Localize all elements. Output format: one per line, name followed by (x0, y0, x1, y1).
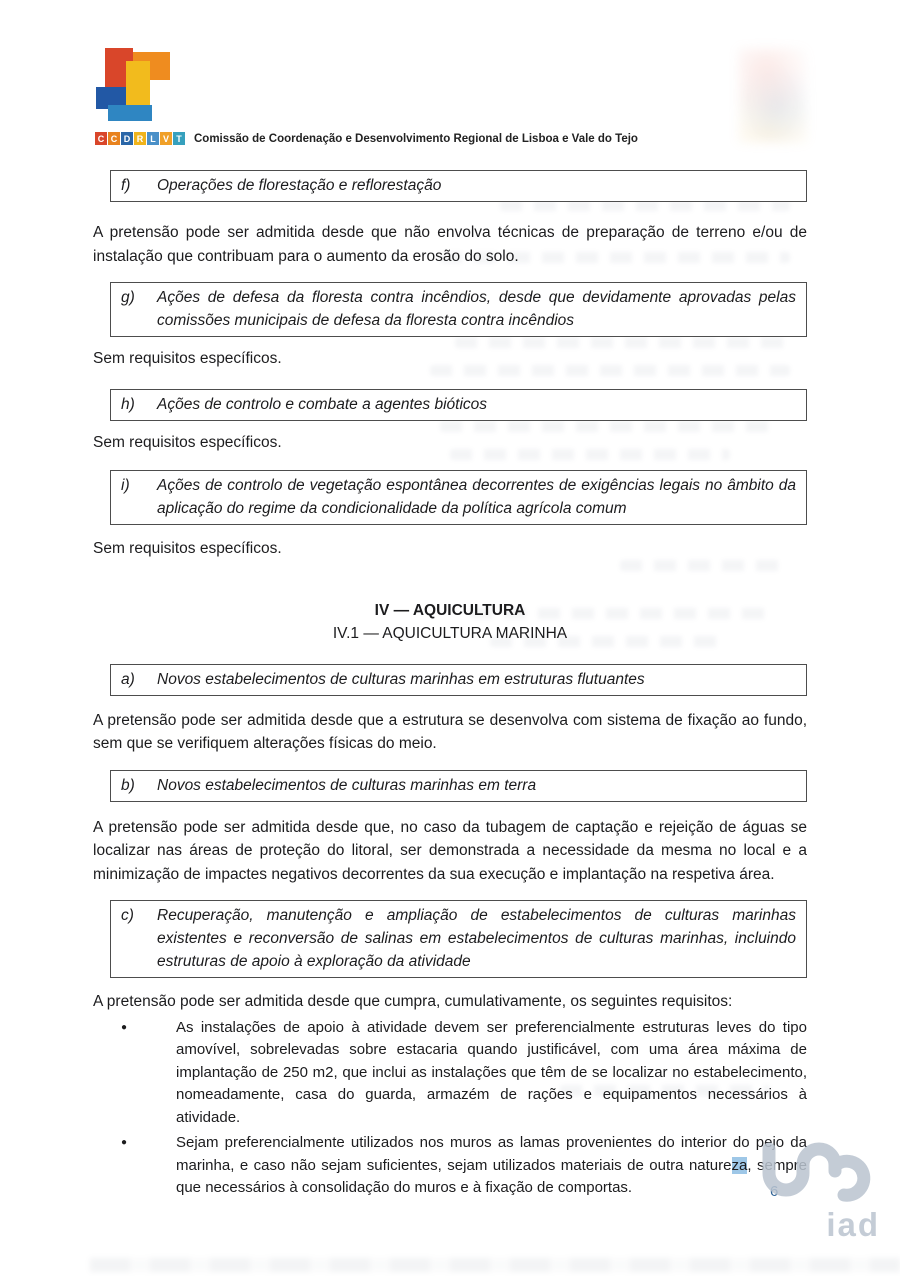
bullet-marker-icon: ● (121, 1137, 128, 1148)
acronym-letter-tile: T (173, 132, 185, 145)
logo-shape-light-blue (108, 105, 152, 121)
rule-title: Ações de defesa da floresta contra incêndios, desde que devidamente aprovadas pelas comissões municipais de defesa da floresta contra incêndios (157, 289, 796, 329)
page-number: 6 (770, 1183, 779, 1200)
rule-box-a (110, 664, 807, 696)
selection-highlight: za (731, 1156, 748, 1174)
scan-bleedthrough-smudge (738, 48, 808, 143)
bullet-item (93, 1017, 807, 1130)
rule-title: Novos estabelecimentos de culturas marinhas em estruturas flutuantes (157, 670, 645, 688)
no-requirements-text: Sem requisitos específicos. (93, 433, 282, 451)
rule-title: Operações de florestação e reflorestação (157, 177, 442, 194)
acronym-letter-tile: R (134, 132, 146, 145)
rule-label: g) (121, 289, 135, 306)
rule-label: h) (121, 395, 135, 413)
bullet-marker-icon: ● (121, 1021, 128, 1033)
paragraph-after-f: A pretensão pode ser admitida desde que não envolva técnicas de preparação de terreno e/ou de instalação que contribuam para o aumento da erosão do solo. (93, 224, 807, 265)
iad-watermark-text: iad (826, 1206, 880, 1243)
ccdr-lvt-logo (95, 45, 190, 127)
paragraph-after-a: A pretensão pode ser admitida desde que a estrutura se desenvolva com sistema de fixação ao fundo, sem que se verifiquem alterações físicas do meio. (93, 711, 807, 752)
rule-title: Ações de controlo e combate a agentes bióticos (157, 395, 488, 413)
rule-label: b) (121, 776, 135, 794)
document-body (93, 165, 807, 1200)
bullet-text (176, 1132, 807, 1200)
acronym-letter-tile: C (95, 132, 107, 145)
rule-title: Recuperação, manutenção e ampliação de estabelecimentos de culturas marinhas existentes e reconversão de salinas em estabelecimentos de culturas marinhas, incluindo estruturas de apoio à exploração da atividade (157, 907, 796, 970)
rule-label: a) (121, 670, 135, 688)
rule-title: Novos estabelecimentos de culturas marinhas em terra (157, 776, 537, 794)
acronym-letter-tile: D (121, 132, 133, 145)
bullet-text: As instalações de apoio à atividade devem ser preferencialmente estruturas leves do tipo amovível, sobrelevadas sobre estacaria quando justificável, com uma área máxima de implantação de 250 m2, que inclui as instalações que têm de se localizar no estabelecimento, nomeadamente, casa do guarda, armazém de rações e equipamentos necessários à atividade. (176, 1018, 807, 1126)
rule-box-b (110, 770, 807, 802)
rule-label: c) (121, 907, 134, 924)
rule-label: i) (121, 477, 130, 494)
ccdrlvt-acronym-tiles (95, 132, 185, 145)
acronym-letter-tile: C (108, 132, 120, 145)
no-requirements-text: Sem requisitos específicos. (93, 350, 282, 367)
iad-watermark (756, 1142, 886, 1243)
rule-box-f (110, 170, 807, 202)
rule-box-c (110, 900, 807, 978)
iad-watermark-glyph-icon (756, 1142, 886, 1208)
scan-bleedthrough-footer-band (90, 1258, 900, 1272)
rule-box-g (110, 282, 807, 337)
bullet-text-segment: Sejam preferencialmente utilizados nos muros as lamas provenientes do interior do pejo da marinha, e caso não sejam suficientes, sejam utilizados materiais de outra nature (176, 1134, 807, 1174)
bullet-item (93, 1132, 807, 1200)
rule-label: f) (121, 177, 131, 194)
paragraph-after-c: A pretensão pode ser admitida desde que cumpra, cumulativamente, os seguintes requisitos: (93, 993, 733, 1010)
no-requirements-text: Sem requisitos específicos. (93, 540, 282, 557)
organization-name: Comissão de Coordenação e Desenvolvimento Regional de Lisboa e Vale do Tejo (194, 132, 638, 145)
bullet-text-segment: , sempre que necessários à consolidação do muros e à fixação de comportas. (176, 1156, 808, 1196)
header-row (95, 132, 638, 145)
acronym-letter-tile: L (147, 132, 159, 145)
rule-box-i (110, 470, 807, 525)
requirements-bullet-list (93, 1017, 807, 1200)
rule-title: Ações de controlo de vegetação espontânea decorrentes de exigências legais no âmbito da aplicação do regime da condicionalidade da política agrícola comum (157, 477, 796, 517)
section-iv-title: IV — AQUICULTURA (374, 601, 526, 619)
acronym-letter-tile: V (160, 132, 172, 145)
paragraph-after-b: A pretensão pode ser admitida desde que, no caso da tubagem de captação e rejeição de águas se localizar nas áreas de proteção do litoral, ser demonstrada a necessidade da mesma no local e a minimização de impactes negativos decorrentes da sua execução e implantação na respetiva área. (93, 818, 807, 883)
section-iv-subtitle: IV.1 — AQUICULTURA MARINHA (332, 625, 568, 642)
rule-box-h (110, 389, 807, 421)
